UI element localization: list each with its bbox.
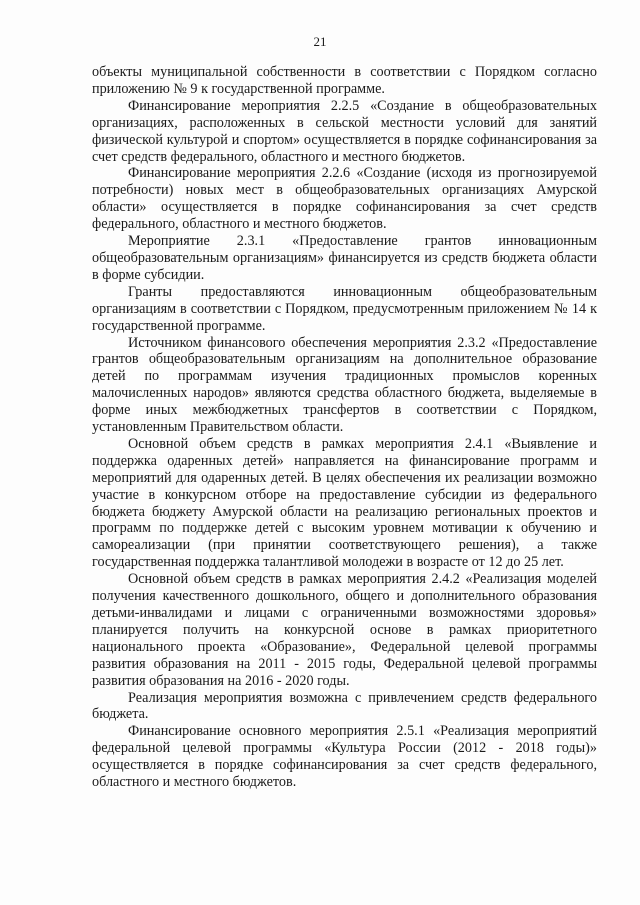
paragraph-measure-2-4-2: Основной объем средств в рамках мероприятия 2.4.2 «Реализация моделей получения качественного дошкольного, общего и дополнительного образования детьми-инвалидами и лицами с ограниченными возможностями здоровья» планируется получить на конкурсной основе в рамках приоритетного национального проекта «Образование», Федеральной целевой программы развития образования на 2011 - 2015 годы, Федеральной целевой программы развития образования на 2016 - 2020 годы. [92,571,597,689]
paragraph-municipal-property: объекты муниципальной собственности в соответствии с Порядком согласно приложению № 9 к государственной программе. [92,64,597,97]
paragraph-measure-2-2-5: Финансирование мероприятия 2.2.5 «Создание в общеобразовательных организациях, расположенных в сельской местности условий для занятий физической культурой и спортом» осуществляется в порядке софинансирования за счет средств федерального, областного и местного бюджетов. [92,97,597,165]
page-number: 21 [313,34,327,49]
paragraph-measure-2-3-1: Мероприятие 2.3.1 «Предоставление грантов инновационным общеобразовательным организациям» финансируется из средств бюджета области в форме субсидии. [92,233,597,283]
paragraph-federal-budget: Реализация мероприятия возможна с привлечением средств федерального бюджета. [92,689,597,723]
paragraph-grants: Гранты предоставляются инновационным общеобразовательным организациям в соответствии с Порядком, предусмотренным приложением № 14 к государственной программе. [92,283,597,334]
paragraph-measure-2-4-1: Основной объем средств в рамках мероприятия 2.4.1 «Выявление и поддержка одаренных детей» направляется на финансирование программ и мероприятий для одаренных детей. В целях обеспечения их реализации возможно участие в конкурсном отборе на предоставление субсидии из федерального бюджета бюджету Амурской области на реализацию региональных проектов и программ по поддержке детей с высоким уровнем мотивации к обучению и самореализации (при принятии соответствующего решения), а также государственная поддержка талантливой молодежи в возрасте от 12 до 25 лет. [92,435,597,571]
paragraph-measure-2-2-6: Финансирование мероприятия 2.2.6 «Создание (исходя из прогнозируемой потребности) новых мест в общеобразовательных организациях Амурской области» осуществляется в порядке софинансирования за счет средств федерального, областного и местного бюджетов. [92,165,597,233]
document-body [92,64,597,791]
paragraph-measure-2-5-1: Финансирование основного мероприятия 2.5.1 «Реализация мероприятий федеральной целевой программы «Культура России (2012 - 2018 годы)» осуществляется в порядке софинансирования за счет средств федерального, областного и местного бюджетов. [92,723,597,791]
paragraph-measure-2-3-2: Источником финансового обеспечения мероприятия 2.3.2 «Предоставление грантов общеобразовательным организациям на дополнительное образование детей по программам изучения традиционных промыслов коренных малочисленных народов» являются средства областного бюджета, выделяемые в форме иных межбюджетных трансфертов в соответствии с Порядком, установленным Правительством области. [92,334,597,436]
